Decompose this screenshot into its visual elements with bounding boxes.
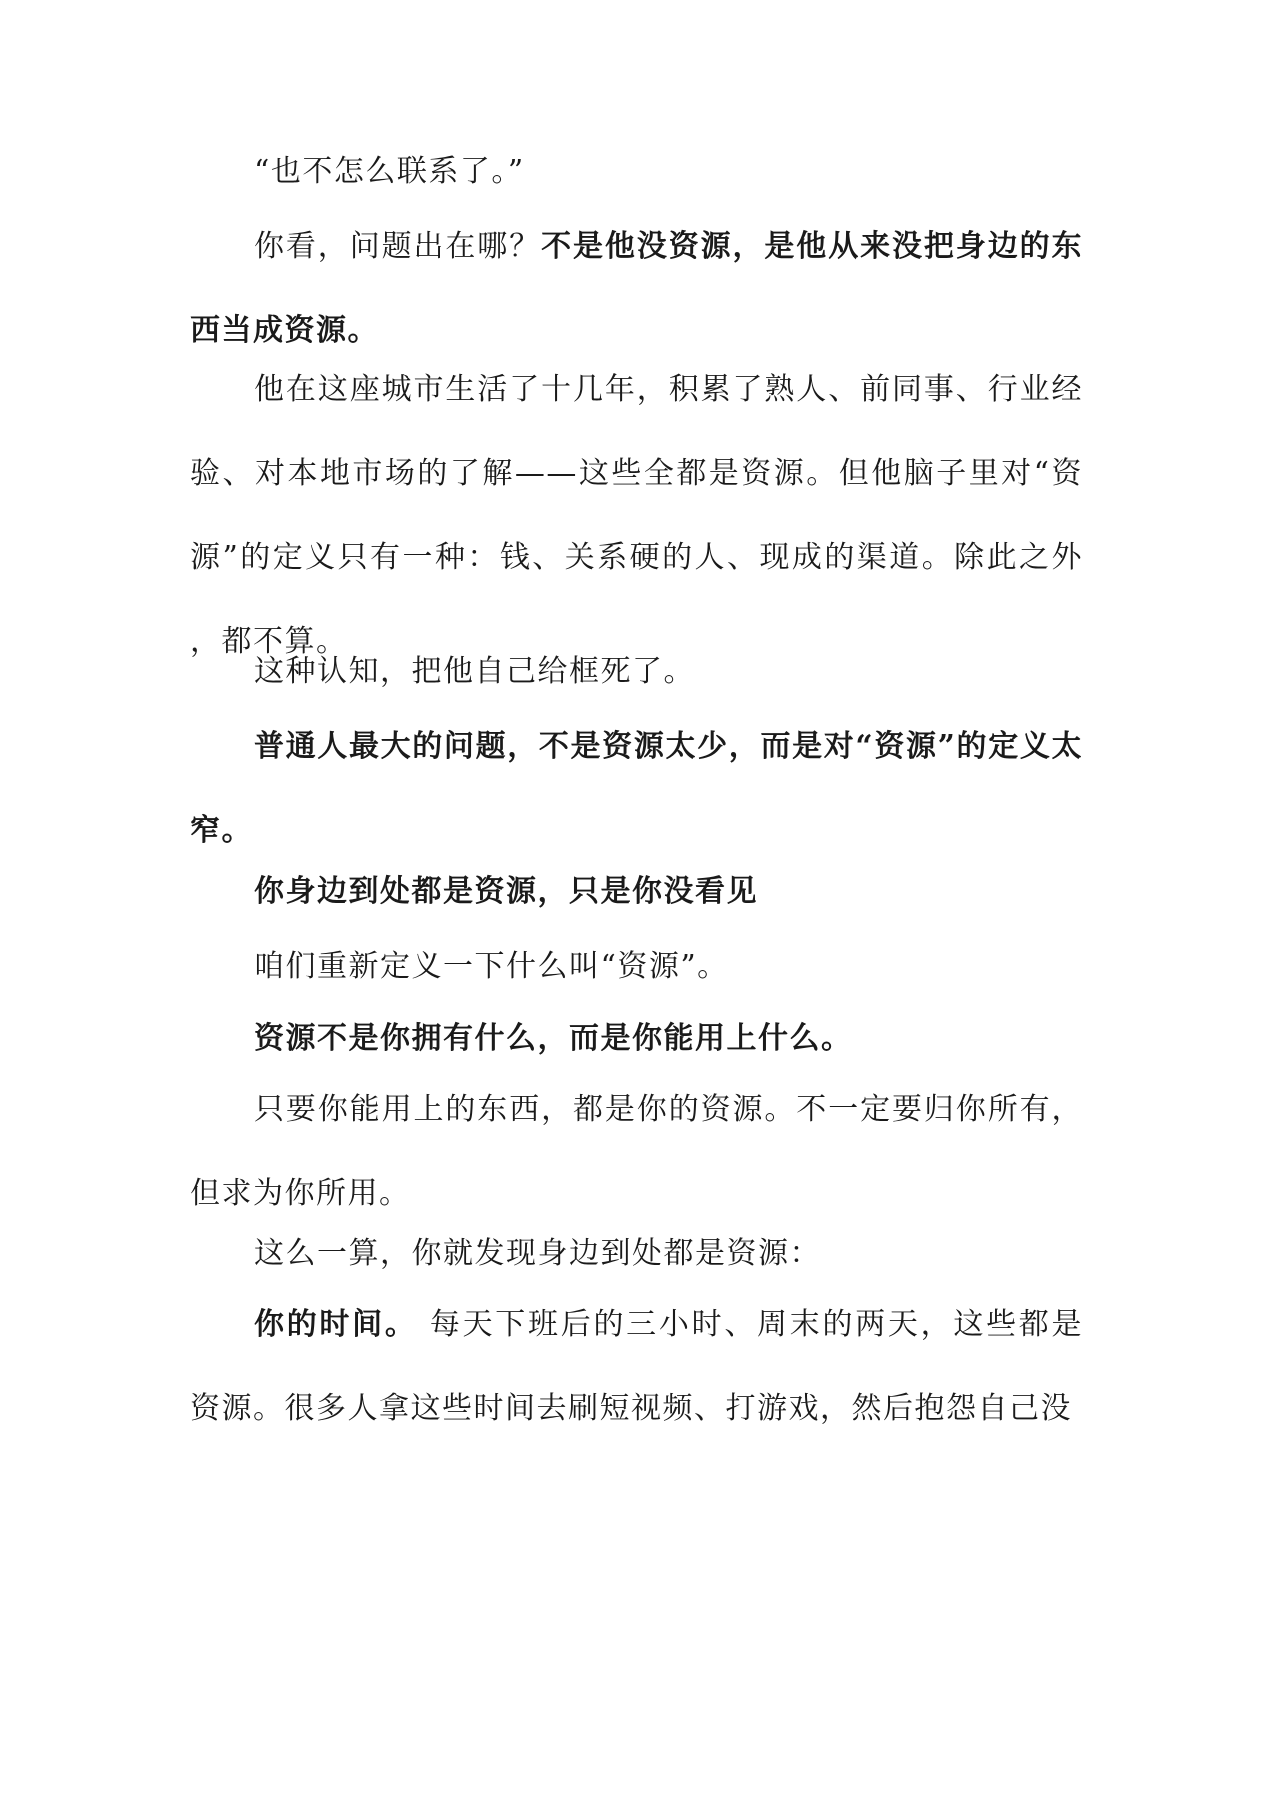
body-text: “也不怎么联系了。” [254,154,525,189]
body-text: 这种认知，把他自己给框死了。 [254,654,695,689]
section-heading [190,850,1083,934]
para-framed [190,630,1083,714]
body-text: 他在这座城市生活了十几年，积累了熟人、前同事、行业经验、对本地市场的了解——这些全都是资源。但他脑子里对“资源”的定义只有一种：钱、关系硬的人、现成的渠道。除此之外，都不算。 [190,372,1083,659]
body-text: 每天下班后的三小时、周末的两天，这些都是资源。很多人拿这些时间去刷短视频、打游戏，然后抱怨自己没 [190,1307,1084,1426]
bold-text: 资源不是你拥有什么，而是你能用上什么。 [254,1021,853,1056]
body-text: 你看，问题出在哪？ [254,229,542,264]
para-time [190,1283,1083,1451]
bold-text: 普通人最大的问题，不是资源太少，而是对“资源”的定义太窄。 [190,729,1083,848]
body-text: 这么一算，你就发现身边到处都是资源： [254,1236,821,1271]
body-text: 只要你能用上的东西，都是你的资源。不一定要归你所有，但求为你所用。 [190,1092,1083,1211]
para-core-problem [190,705,1083,873]
bold-text: 不是他没资源，是他从来没把身边的东西当成资源。 [190,229,1084,348]
bold-text: 你的时间。 [254,1307,418,1342]
para-quote [190,130,1083,214]
bold-text: 你身边到处都是资源，只是你没看见 [254,874,758,909]
body-text: 咱们重新定义一下什么叫“资源”。 [254,949,729,984]
para-usable [190,1068,1083,1236]
